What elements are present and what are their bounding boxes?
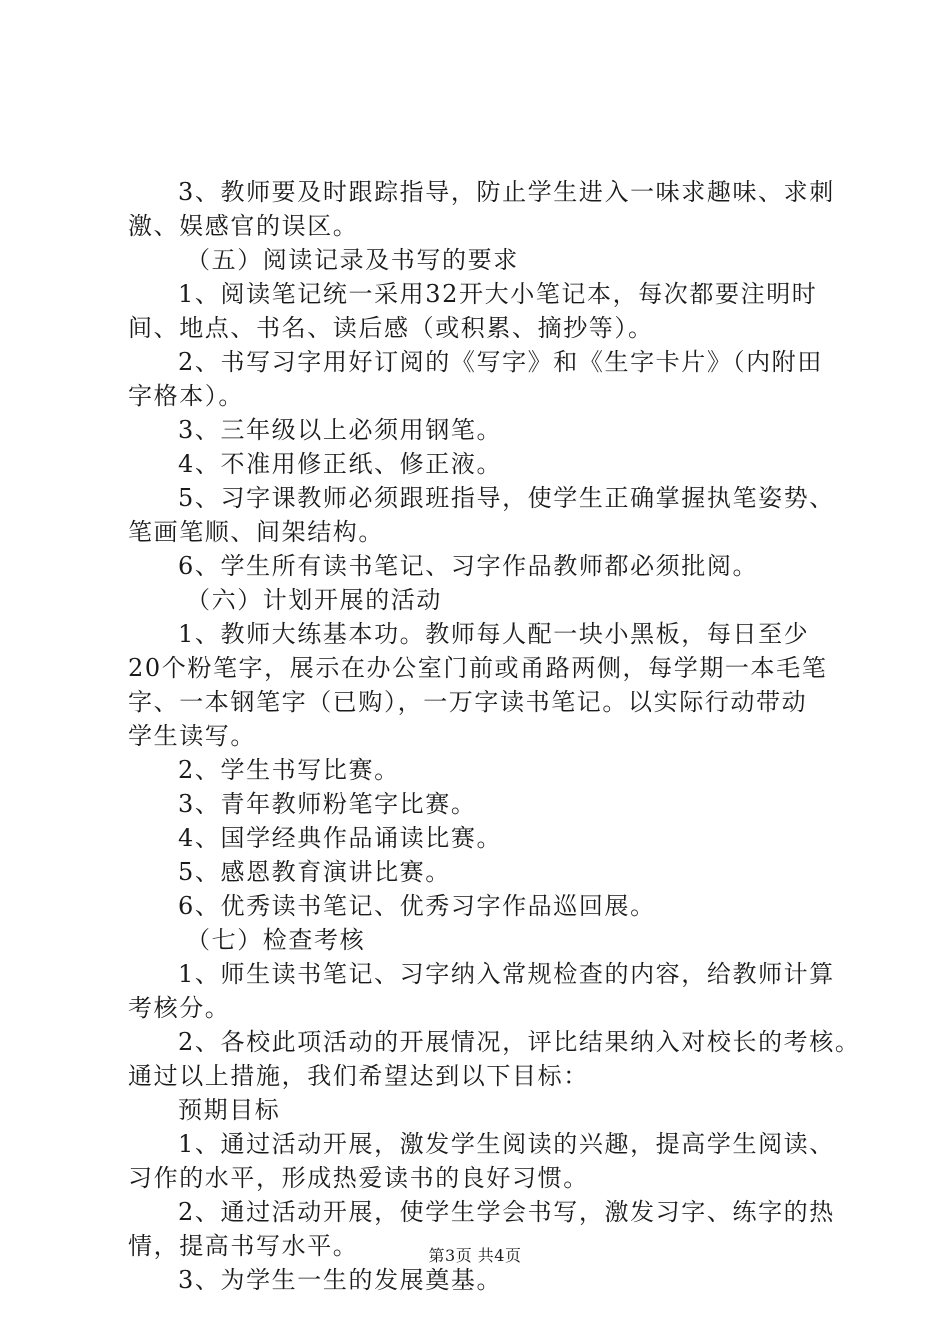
section-heading: （七）检查考核 [186,926,366,954]
paragraph-line: 6、优秀读书笔记、优秀习字作品巡回展。 [178,892,656,920]
paragraph-line: 3、教师要及时跟踪指导，防止学生进入一味求趣味、求刺 [178,178,835,206]
section-heading: （五）阅读记录及书写的要求 [186,246,519,274]
paragraph-line: 2、各校此项活动的开展情况，评比结果纳入对校长的考核。 [178,1028,861,1056]
paragraph-line: 6、学生所有读书笔记、习字作品教师都必须批阅。 [178,552,759,580]
paragraph-line: 1、师生读书笔记、习字纳入常规检查的内容，给教师计算 [178,960,835,988]
paragraph-line: 1、阅读笔记统一采用32开大小笔记本，每次都要注明时 [178,280,818,308]
paragraph-line: 3、青年教师粉笔字比赛。 [178,790,477,818]
paragraph-line: 2、通过活动开展，使学生学会书写，激发习字、练字的热 [178,1198,835,1226]
paragraph-line: 通过以上措施，我们希望达到以下目标： [128,1062,589,1090]
paragraph-line: 3、三年级以上必须用钢笔。 [178,416,503,444]
paragraph-line: 激、娱感官的误区。 [128,212,359,240]
paragraph-line: 20个粉笔字，展示在办公室门前或甬路两侧，每学期一本毛笔 [128,654,828,682]
section-heading: （六）计划开展的活动 [186,586,442,614]
paragraph-line: 考核分。 [128,994,231,1022]
paragraph-line: 1、通过活动开展，激发学生阅读的兴趣，提高学生阅读、 [178,1130,835,1158]
paragraph-line: 5、感恩教育演讲比赛。 [178,858,451,886]
paragraph-line: 2、书写习字用好订阅的《写字》和《生字卡片》（内附田 [178,348,823,376]
paragraph-line: 字格本）。 [128,382,244,410]
paragraph-line: 笔画笔顺、间架结构。 [128,518,384,546]
page-number-footer: 第3页 共4页 [428,1246,522,1265]
paragraph-line: 2、学生书写比赛。 [178,756,400,784]
paragraph-line: 情，提高书写水平。 [128,1232,359,1260]
paragraph-line: 1、教师大练基本功。教师每人配一块小黑板，每日至少 [178,620,810,648]
paragraph-line: 间、地点、书名、读后感（或积累、摘抄等）。 [128,314,654,342]
document-body [128,175,861,1297]
paragraph-line: 习作的水平，形成热爱读书的良好习惯。 [128,1164,589,1192]
paragraph-line: 学生读写。 [128,722,256,750]
paragraph-line: 字、一本钢笔字（已购），一万字读书笔记。以实际行动带动 [128,688,808,716]
paragraph-line: 4、不准用修正纸、修正液。 [178,450,503,478]
paragraph-line: 3、为学生一生的发展奠基。 [178,1266,503,1294]
paragraph-line: 4、国学经典作品诵读比赛。 [178,824,503,852]
subsection-heading: 预期目标 [178,1096,281,1124]
paragraph-line: 5、习字课教师必须跟班指导，使学生正确掌握执笔姿势、 [178,484,835,512]
